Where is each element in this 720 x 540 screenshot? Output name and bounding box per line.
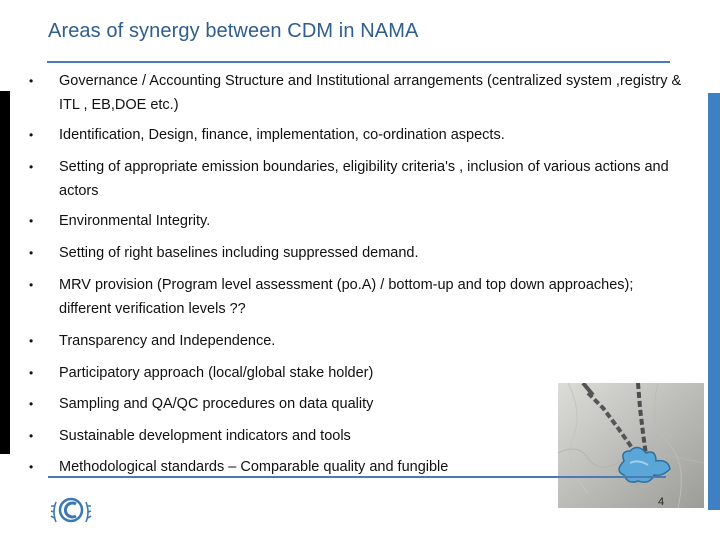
bullet-text: Transparency and Independence. (59, 333, 276, 349)
right-accent-bar (708, 93, 720, 510)
bullet-marker: • (29, 460, 34, 474)
footer-divider (48, 476, 666, 478)
left-accent-bar (0, 91, 10, 454)
bullet-marker: • (29, 397, 34, 411)
bullet-text: Methodological standards – Comparable quality and fungible (59, 459, 449, 475)
page-title: Areas of synergy between CDM in NAMA (48, 20, 419, 42)
bullet-marker: • (29, 214, 34, 228)
bullet-marker: • (29, 366, 34, 380)
bullet-text: Environmental Integrity. (59, 213, 211, 229)
bullet-marker: • (29, 429, 34, 443)
unfccc-logo (48, 490, 94, 530)
bullet-text: Governance / Accounting Structure and Institutional arrangements (centralized system ,registry & ITL , EB,DOE etc.) (59, 73, 682, 113)
bullet-text: Sustainable development indicators and tools (59, 428, 351, 444)
bullet-text: Setting of right baselines including suppressed demand. (59, 245, 419, 261)
bullet-marker: • (29, 246, 34, 260)
bullet-text: MRV provision (Program level assessment (po.A) / bottom-up and top down approaches); different verification levels ?? (59, 277, 634, 317)
title-underline (47, 61, 670, 63)
bullet-text: Identification, Design, finance, implementation, co-ordination aspects. (59, 127, 505, 143)
puzzle-chains-image (558, 383, 704, 508)
bullet-marker: • (29, 334, 34, 348)
bullet-marker: • (29, 160, 34, 174)
bullet-text: Setting of appropriate emission boundaries, eligibility criteria's , inclusion of various actions and actors (59, 159, 669, 199)
bullet-text: Sampling and QA/QC procedures on data quality (59, 396, 374, 412)
bullet-marker: • (29, 128, 34, 142)
bullet-text: Participatory approach (local/global stake holder) (59, 365, 374, 381)
bullet-marker: • (29, 278, 34, 292)
bullet-marker: • (29, 74, 34, 88)
page-number: 4 (658, 496, 665, 508)
